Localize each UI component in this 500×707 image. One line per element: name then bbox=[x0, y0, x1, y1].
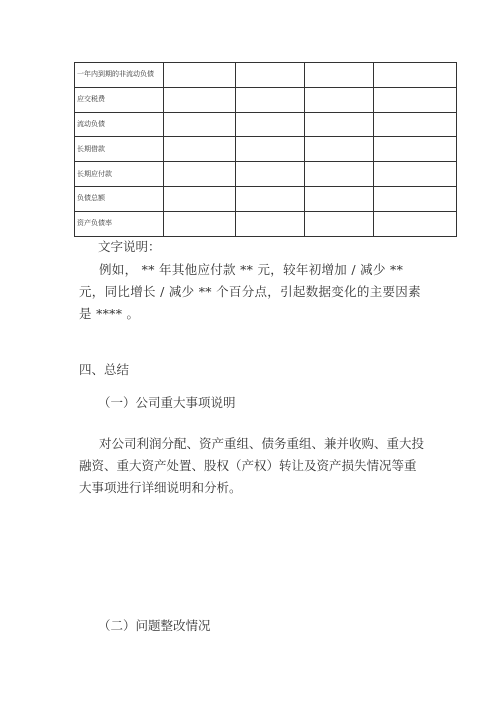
table-row bbox=[75, 63, 457, 88]
row-label: 负债总额 bbox=[75, 186, 164, 211]
table-cell bbox=[374, 63, 457, 88]
row-label: 资产负债率 bbox=[75, 211, 164, 236]
table-cell bbox=[236, 186, 305, 211]
table-cell bbox=[164, 87, 236, 112]
table-row bbox=[75, 87, 457, 112]
table-cell bbox=[236, 137, 305, 162]
table-cell bbox=[305, 162, 374, 187]
table-cell bbox=[305, 112, 374, 137]
table-cell bbox=[305, 87, 374, 112]
liabilities-table bbox=[74, 62, 457, 237]
table-cell bbox=[305, 186, 374, 211]
table-cell bbox=[164, 137, 236, 162]
table-row bbox=[75, 211, 457, 236]
table-cell bbox=[164, 211, 236, 236]
notes-body: 例如， ** 年其他应付款 ** 元，较年初增加 / 减少 ** 元，同比增长 / 减少 ** 个百分点，引起数据变化的主要因素是 **** 。 bbox=[79, 262, 421, 321]
row-label: 长期借款 bbox=[75, 137, 164, 162]
row-label: 长期应付款 bbox=[75, 162, 164, 187]
table-row bbox=[75, 137, 457, 162]
row-label: 一年内到期的非流动负债 bbox=[75, 63, 164, 88]
table-cell bbox=[305, 63, 374, 88]
table-cell bbox=[305, 211, 374, 236]
table-cell bbox=[374, 112, 457, 137]
table-cell bbox=[236, 162, 305, 187]
table-cell bbox=[236, 211, 305, 236]
table-cell bbox=[164, 186, 236, 211]
major-events-body: 对公司利润分配、资产重组、债务重组、兼并收购、重大投融资、重大资产处置、股权（产权）转让及资产损失情况等重大事项进行详细说明和分析。 bbox=[79, 436, 425, 495]
table-cell bbox=[164, 63, 236, 88]
row-label: 应交税费 bbox=[75, 87, 164, 112]
table-cell bbox=[236, 63, 305, 88]
subsection-title-major-events: （一）公司重大事项说明 bbox=[98, 395, 236, 410]
section-title-summary: 四、总结 bbox=[79, 362, 130, 377]
subsection-title-rectification: （二）问题整改情况 bbox=[98, 618, 211, 633]
table-cell bbox=[374, 162, 457, 187]
table-cell bbox=[236, 87, 305, 112]
table-cell bbox=[164, 162, 236, 187]
table-cell bbox=[374, 211, 457, 236]
table-row bbox=[75, 112, 457, 137]
table-cell bbox=[374, 137, 457, 162]
table-cell bbox=[305, 137, 374, 162]
table-cell bbox=[374, 87, 457, 112]
table-cell bbox=[164, 112, 236, 137]
table-row bbox=[75, 186, 457, 211]
notes-label: 文字说明： bbox=[98, 239, 161, 254]
table-cell bbox=[374, 186, 457, 211]
row-label: 流动负债 bbox=[75, 112, 164, 137]
table-cell bbox=[236, 112, 305, 137]
table-row bbox=[75, 162, 457, 187]
